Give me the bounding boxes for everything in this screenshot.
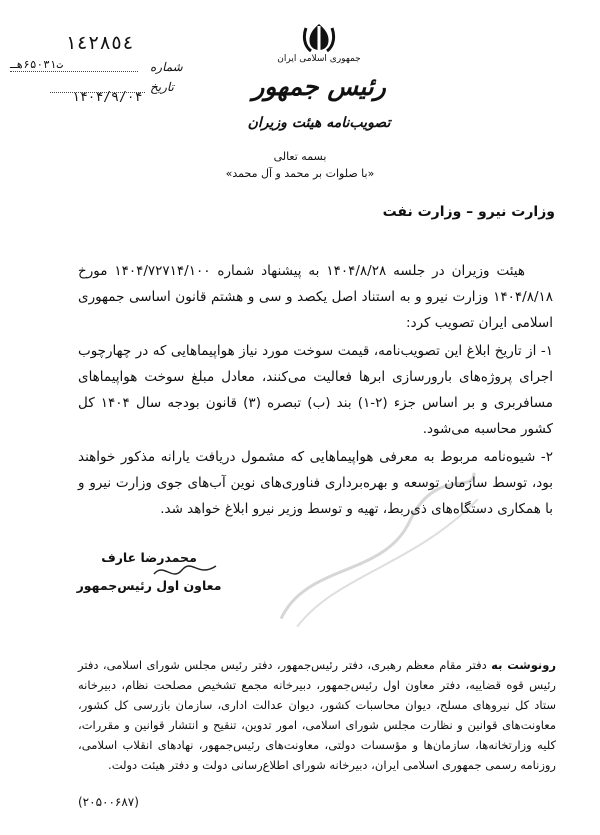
number-label: شماره — [150, 60, 183, 74]
iran-emblem-icon — [302, 22, 336, 52]
date-label: تاریخ — [150, 80, 174, 94]
copies-text — [78, 655, 556, 775]
salutation-line1: بسمه تعالی — [273, 150, 327, 163]
footer-code: (۲۰۵۰۰۶۸۷) — [78, 795, 139, 809]
copies-list: دفتر مقام معظم رهبری، دفتر رئیس‌جمهور، دفتر رئیس مجلس شورای اسلامی، دفتر رئیس قوه قضاییه، دفتر معاون اول رئیس‌جمهور، دبیرخانه مجمع تشخیص مصلحت نظام، دبیرخانه ستاد کل نیروهای مسلح، دیوان محاسبات کشور، دیوان عدالت اداری، سازمان بازرسی کل کشور، معاونت‌های قوانین و نظارت مجلس شورای اسلامی، امور تدوین، تنقیح و انتشار قوانین و مقررات، کلیه وزارتخانه‌ها، سازمان‌ها و مؤسسات دولتی، معاونت‌های رئیس‌جمهور، نهادهای انقلاب اسلامی، روزنامه رسمی جمهوری اسلامی ایران، دبیرخانه شورای اطلاع‌رسانی دولت و دفتر هیئت دولت. — [78, 658, 556, 772]
body — [78, 258, 553, 522]
signer-name: محمدرضا عارف — [101, 550, 197, 565]
emblem-caption: جمهوری اسلامی ایران — [277, 54, 361, 64]
date-value: ۱۴۰۴/۹/۰۴ — [72, 90, 143, 105]
doc-meta — [10, 32, 183, 112]
letterhead — [230, 20, 410, 145]
body-item-1: ۱- از تاریخ ابلاغ این تصویب‌نامه، قیمت سوخت مورد نیاز هواپیماهایی که در چهارچوب اجرای پروژه‌های بارورسازی ابرها فعالیت می‌کنند، معادل مبلغ سوخت هواپیماهای مسافربری و بر اساس جزء (۲-۱) بند (ب) تبصره (۳) قانون بودجه سال ۱۴۰۴ کل کشور محاسبه می‌شود. — [78, 343, 553, 437]
signer-title: معاون اول رئیس‌جمهور — [76, 578, 222, 593]
org-title: رئیس جمهور — [252, 72, 386, 101]
copies-label: رونوشت به — [491, 658, 557, 672]
copies-block — [78, 655, 556, 775]
number-suffix: ت۶۵۰۳۱هـ — [10, 58, 138, 72]
addressee: وزارت نیرو – وزارت نفت — [382, 204, 555, 220]
body-item-2: ۲- شیوه‌نامه مربوط به معرفی هواپیماهایی که مشمول دریافت یارانه مذکور خواهند بود، توسط سازمان توسعه و بهره‌برداری فناوری‌های نوین آب‌های جوی وزارت نیرو و با همکاری دستگاه‌های ذی‌ربط، تهیه و توسط وزیر نیرو ابلاغ خواهد شد. — [78, 449, 553, 517]
salutation-line2: «با صلوات بر محمد و آل محمد» — [225, 167, 375, 180]
doc-type: تصویب‌نامه هیئت وزیران — [247, 115, 391, 131]
number-value: ١٤٢٨٥٤ — [65, 32, 134, 54]
body-intro: هیئت وزیران در جلسه ۱۴۰۴/۸/۲۸ به پیشنهاد شماره ۱۴۰۴/۷۲۷۱۴/۱۰۰ مورخ ۱۴۰۴/۸/۱۸ وزارت نیرو و به استناد اصل یکصد و سی و هشتم قانون اساسی جمهوری اسلامی ایران تصویب کرد: — [78, 263, 553, 331]
signature-block — [60, 540, 240, 610]
